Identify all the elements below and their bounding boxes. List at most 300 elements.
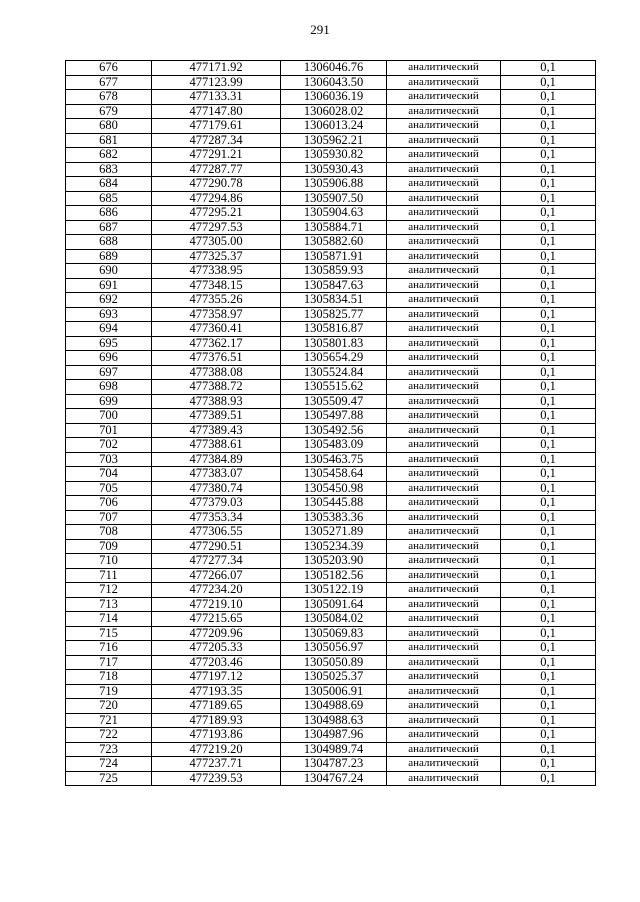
x-coordinate-cell: 477291.21 — [152, 148, 281, 163]
table-row — [66, 336, 596, 351]
method-cell: аналитический — [387, 438, 501, 453]
table-row — [66, 626, 596, 641]
y-coordinate-cell: 1305524.84 — [281, 365, 387, 380]
y-coordinate-cell: 1304987.96 — [281, 728, 387, 743]
method-cell: аналитический — [387, 699, 501, 714]
point-number-cell: 691 — [66, 278, 152, 293]
table-row — [66, 641, 596, 656]
y-coordinate-cell: 1305091.64 — [281, 597, 387, 612]
table-row — [66, 293, 596, 308]
point-number-cell: 689 — [66, 249, 152, 264]
method-cell: аналитический — [387, 452, 501, 467]
y-coordinate-cell: 1305450.98 — [281, 481, 387, 496]
x-coordinate-cell: 477205.33 — [152, 641, 281, 656]
accuracy-cell: 0,1 — [501, 249, 596, 264]
y-coordinate-cell: 1305483.09 — [281, 438, 387, 453]
method-cell: аналитический — [387, 307, 501, 322]
point-number-cell: 702 — [66, 438, 152, 453]
accuracy-cell: 0,1 — [501, 336, 596, 351]
table-row — [66, 438, 596, 453]
y-coordinate-cell: 1305847.63 — [281, 278, 387, 293]
method-cell: аналитический — [387, 554, 501, 569]
method-cell: аналитический — [387, 119, 501, 134]
x-coordinate-cell: 477355.26 — [152, 293, 281, 308]
table-row — [66, 220, 596, 235]
table-row — [66, 423, 596, 438]
x-coordinate-cell: 477305.00 — [152, 235, 281, 250]
y-coordinate-cell: 1305801.83 — [281, 336, 387, 351]
point-number-cell: 715 — [66, 626, 152, 641]
method-cell: аналитический — [387, 264, 501, 279]
table-row — [66, 597, 596, 612]
table-row — [66, 699, 596, 714]
point-number-cell: 676 — [66, 61, 152, 76]
accuracy-cell: 0,1 — [501, 148, 596, 163]
point-number-cell: 680 — [66, 119, 152, 134]
accuracy-cell: 0,1 — [501, 206, 596, 221]
x-coordinate-cell: 477353.34 — [152, 510, 281, 525]
y-coordinate-cell: 1305882.60 — [281, 235, 387, 250]
table-row — [66, 191, 596, 206]
point-number-cell: 681 — [66, 133, 152, 148]
y-coordinate-cell: 1305907.50 — [281, 191, 387, 206]
accuracy-cell: 0,1 — [501, 380, 596, 395]
table-row — [66, 554, 596, 569]
y-coordinate-cell: 1304988.69 — [281, 699, 387, 714]
table-row — [66, 90, 596, 105]
point-number-cell: 700 — [66, 409, 152, 424]
method-cell: аналитический — [387, 293, 501, 308]
method-cell: аналитический — [387, 626, 501, 641]
y-coordinate-cell: 1305884.71 — [281, 220, 387, 235]
x-coordinate-cell: 477209.96 — [152, 626, 281, 641]
x-coordinate-cell: 477237.71 — [152, 757, 281, 772]
table-row — [66, 771, 596, 786]
y-coordinate-cell: 1305463.75 — [281, 452, 387, 467]
point-number-cell: 685 — [66, 191, 152, 206]
point-number-cell: 687 — [66, 220, 152, 235]
table-row — [66, 365, 596, 380]
x-coordinate-cell: 477388.08 — [152, 365, 281, 380]
table-row — [66, 496, 596, 511]
point-number-cell: 688 — [66, 235, 152, 250]
table-row — [66, 568, 596, 583]
method-cell: аналитический — [387, 90, 501, 105]
table-row — [66, 583, 596, 598]
accuracy-cell: 0,1 — [501, 539, 596, 554]
accuracy-cell: 0,1 — [501, 365, 596, 380]
x-coordinate-cell: 477362.17 — [152, 336, 281, 351]
x-coordinate-cell: 477294.86 — [152, 191, 281, 206]
x-coordinate-cell: 477360.41 — [152, 322, 281, 337]
method-cell: аналитический — [387, 481, 501, 496]
table-row — [66, 728, 596, 743]
table-row — [66, 684, 596, 699]
point-number-cell: 706 — [66, 496, 152, 511]
accuracy-cell: 0,1 — [501, 684, 596, 699]
y-coordinate-cell: 1306013.24 — [281, 119, 387, 134]
coordinates-table — [65, 60, 596, 786]
y-coordinate-cell: 1304988.63 — [281, 713, 387, 728]
table-row — [66, 206, 596, 221]
method-cell: аналитический — [387, 742, 501, 757]
table-row — [66, 539, 596, 554]
coordinates-table-body — [66, 61, 596, 786]
table-row — [66, 148, 596, 163]
table-row — [66, 510, 596, 525]
point-number-cell: 716 — [66, 641, 152, 656]
y-coordinate-cell: 1306036.19 — [281, 90, 387, 105]
y-coordinate-cell: 1305497.88 — [281, 409, 387, 424]
point-number-cell: 696 — [66, 351, 152, 366]
point-number-cell: 714 — [66, 612, 152, 627]
table-row — [66, 742, 596, 757]
accuracy-cell: 0,1 — [501, 452, 596, 467]
point-number-cell: 721 — [66, 713, 152, 728]
accuracy-cell: 0,1 — [501, 423, 596, 438]
accuracy-cell: 0,1 — [501, 757, 596, 772]
x-coordinate-cell: 477379.03 — [152, 496, 281, 511]
x-coordinate-cell: 477287.77 — [152, 162, 281, 177]
accuracy-cell: 0,1 — [501, 655, 596, 670]
table-row — [66, 409, 596, 424]
method-cell: аналитический — [387, 612, 501, 627]
point-number-cell: 723 — [66, 742, 152, 757]
method-cell: аналитический — [387, 220, 501, 235]
accuracy-cell: 0,1 — [501, 177, 596, 192]
x-coordinate-cell: 477297.53 — [152, 220, 281, 235]
x-coordinate-cell: 477179.61 — [152, 119, 281, 134]
y-coordinate-cell: 1305654.29 — [281, 351, 387, 366]
table-row — [66, 264, 596, 279]
accuracy-cell: 0,1 — [501, 583, 596, 598]
method-cell: аналитический — [387, 771, 501, 786]
method-cell: аналитический — [387, 641, 501, 656]
point-number-cell: 719 — [66, 684, 152, 699]
y-coordinate-cell: 1305445.88 — [281, 496, 387, 511]
method-cell: аналитический — [387, 75, 501, 90]
accuracy-cell: 0,1 — [501, 235, 596, 250]
method-cell: аналитический — [387, 336, 501, 351]
method-cell: аналитический — [387, 162, 501, 177]
x-coordinate-cell: 477389.51 — [152, 409, 281, 424]
x-coordinate-cell: 477219.20 — [152, 742, 281, 757]
x-coordinate-cell: 477219.10 — [152, 597, 281, 612]
method-cell: аналитический — [387, 249, 501, 264]
x-coordinate-cell: 477287.34 — [152, 133, 281, 148]
method-cell: аналитический — [387, 104, 501, 119]
point-number-cell: 710 — [66, 554, 152, 569]
accuracy-cell: 0,1 — [501, 307, 596, 322]
accuracy-cell: 0,1 — [501, 481, 596, 496]
accuracy-cell: 0,1 — [501, 351, 596, 366]
accuracy-cell: 0,1 — [501, 264, 596, 279]
point-number-cell: 725 — [66, 771, 152, 786]
y-coordinate-cell: 1305458.64 — [281, 467, 387, 482]
table-row — [66, 670, 596, 685]
accuracy-cell: 0,1 — [501, 568, 596, 583]
point-number-cell: 705 — [66, 481, 152, 496]
table-row — [66, 133, 596, 148]
x-coordinate-cell: 477358.97 — [152, 307, 281, 322]
y-coordinate-cell: 1306028.02 — [281, 104, 387, 119]
table-row — [66, 61, 596, 76]
x-coordinate-cell: 477388.72 — [152, 380, 281, 395]
accuracy-cell: 0,1 — [501, 322, 596, 337]
y-coordinate-cell: 1305962.21 — [281, 133, 387, 148]
x-coordinate-cell: 477215.65 — [152, 612, 281, 627]
table-row — [66, 249, 596, 264]
method-cell: аналитический — [387, 728, 501, 743]
x-coordinate-cell: 477376.51 — [152, 351, 281, 366]
y-coordinate-cell: 1305904.63 — [281, 206, 387, 221]
x-coordinate-cell: 477290.78 — [152, 177, 281, 192]
x-coordinate-cell: 477133.31 — [152, 90, 281, 105]
method-cell: аналитический — [387, 61, 501, 76]
point-number-cell: 678 — [66, 90, 152, 105]
accuracy-cell: 0,1 — [501, 409, 596, 424]
y-coordinate-cell: 1305859.93 — [281, 264, 387, 279]
y-coordinate-cell: 1305056.97 — [281, 641, 387, 656]
x-coordinate-cell: 477388.61 — [152, 438, 281, 453]
point-number-cell: 722 — [66, 728, 152, 743]
y-coordinate-cell: 1304989.74 — [281, 742, 387, 757]
method-cell: аналитический — [387, 380, 501, 395]
y-coordinate-cell: 1305383.36 — [281, 510, 387, 525]
point-number-cell: 698 — [66, 380, 152, 395]
accuracy-cell: 0,1 — [501, 90, 596, 105]
point-number-cell: 695 — [66, 336, 152, 351]
table-row — [66, 394, 596, 409]
point-number-cell: 708 — [66, 525, 152, 540]
accuracy-cell: 0,1 — [501, 728, 596, 743]
method-cell: аналитический — [387, 655, 501, 670]
x-coordinate-cell: 477338.95 — [152, 264, 281, 279]
y-coordinate-cell: 1305834.51 — [281, 293, 387, 308]
x-coordinate-cell: 477290.51 — [152, 539, 281, 554]
y-coordinate-cell: 1305234.39 — [281, 539, 387, 554]
method-cell: аналитический — [387, 539, 501, 554]
accuracy-cell: 0,1 — [501, 293, 596, 308]
x-coordinate-cell: 477189.93 — [152, 713, 281, 728]
x-coordinate-cell: 477306.55 — [152, 525, 281, 540]
accuracy-cell: 0,1 — [501, 162, 596, 177]
x-coordinate-cell: 477234.20 — [152, 583, 281, 598]
table-row — [66, 322, 596, 337]
accuracy-cell: 0,1 — [501, 104, 596, 119]
x-coordinate-cell: 477193.86 — [152, 728, 281, 743]
table-row — [66, 177, 596, 192]
point-number-cell: 699 — [66, 394, 152, 409]
point-number-cell: 717 — [66, 655, 152, 670]
point-number-cell: 686 — [66, 206, 152, 221]
accuracy-cell: 0,1 — [501, 699, 596, 714]
x-coordinate-cell: 477171.92 — [152, 61, 281, 76]
x-coordinate-cell: 477277.34 — [152, 554, 281, 569]
table-row — [66, 757, 596, 772]
method-cell: аналитический — [387, 713, 501, 728]
point-number-cell: 720 — [66, 699, 152, 714]
accuracy-cell: 0,1 — [501, 510, 596, 525]
y-coordinate-cell: 1305930.43 — [281, 162, 387, 177]
method-cell: аналитический — [387, 525, 501, 540]
method-cell: аналитический — [387, 206, 501, 221]
accuracy-cell: 0,1 — [501, 220, 596, 235]
point-number-cell: 701 — [66, 423, 152, 438]
method-cell: аналитический — [387, 235, 501, 250]
method-cell: аналитический — [387, 757, 501, 772]
table-row — [66, 380, 596, 395]
x-coordinate-cell: 477348.15 — [152, 278, 281, 293]
x-coordinate-cell: 477123.99 — [152, 75, 281, 90]
accuracy-cell: 0,1 — [501, 119, 596, 134]
accuracy-cell: 0,1 — [501, 670, 596, 685]
method-cell: аналитический — [387, 597, 501, 612]
point-number-cell: 724 — [66, 757, 152, 772]
point-number-cell: 718 — [66, 670, 152, 685]
y-coordinate-cell: 1306043.50 — [281, 75, 387, 90]
accuracy-cell: 0,1 — [501, 467, 596, 482]
y-coordinate-cell: 1304787.23 — [281, 757, 387, 772]
table-row — [66, 104, 596, 119]
y-coordinate-cell: 1305871.91 — [281, 249, 387, 264]
y-coordinate-cell: 1305050.89 — [281, 655, 387, 670]
point-number-cell: 684 — [66, 177, 152, 192]
x-coordinate-cell: 477239.53 — [152, 771, 281, 786]
point-number-cell: 707 — [66, 510, 152, 525]
y-coordinate-cell: 1305515.62 — [281, 380, 387, 395]
point-number-cell: 692 — [66, 293, 152, 308]
method-cell: аналитический — [387, 568, 501, 583]
accuracy-cell: 0,1 — [501, 191, 596, 206]
x-coordinate-cell: 477380.74 — [152, 481, 281, 496]
y-coordinate-cell: 1305006.91 — [281, 684, 387, 699]
point-number-cell: 679 — [66, 104, 152, 119]
method-cell: аналитический — [387, 322, 501, 337]
x-coordinate-cell: 477147.80 — [152, 104, 281, 119]
point-number-cell: 697 — [66, 365, 152, 380]
x-coordinate-cell: 477295.21 — [152, 206, 281, 221]
method-cell: аналитический — [387, 423, 501, 438]
method-cell: аналитический — [387, 583, 501, 598]
table-row — [66, 235, 596, 250]
x-coordinate-cell: 477384.89 — [152, 452, 281, 467]
point-number-cell: 682 — [66, 148, 152, 163]
point-number-cell: 712 — [66, 583, 152, 598]
point-number-cell: 690 — [66, 264, 152, 279]
accuracy-cell: 0,1 — [501, 597, 596, 612]
y-coordinate-cell: 1305509.47 — [281, 394, 387, 409]
accuracy-cell: 0,1 — [501, 496, 596, 511]
x-coordinate-cell: 477383.07 — [152, 467, 281, 482]
y-coordinate-cell: 1305271.89 — [281, 525, 387, 540]
accuracy-cell: 0,1 — [501, 641, 596, 656]
y-coordinate-cell: 1305182.56 — [281, 568, 387, 583]
table-row — [66, 655, 596, 670]
method-cell: аналитический — [387, 351, 501, 366]
x-coordinate-cell: 477203.46 — [152, 655, 281, 670]
accuracy-cell: 0,1 — [501, 742, 596, 757]
y-coordinate-cell: 1305084.02 — [281, 612, 387, 627]
x-coordinate-cell: 477189.65 — [152, 699, 281, 714]
x-coordinate-cell: 477325.37 — [152, 249, 281, 264]
y-coordinate-cell: 1305825.77 — [281, 307, 387, 322]
point-number-cell: 711 — [66, 568, 152, 583]
point-number-cell: 704 — [66, 467, 152, 482]
y-coordinate-cell: 1305492.56 — [281, 423, 387, 438]
method-cell: аналитический — [387, 133, 501, 148]
table-row — [66, 452, 596, 467]
method-cell: аналитический — [387, 496, 501, 511]
method-cell: аналитический — [387, 510, 501, 525]
point-number-cell: 694 — [66, 322, 152, 337]
table-row — [66, 351, 596, 366]
method-cell: аналитический — [387, 409, 501, 424]
method-cell: аналитический — [387, 467, 501, 482]
method-cell: аналитический — [387, 278, 501, 293]
accuracy-cell: 0,1 — [501, 438, 596, 453]
point-number-cell: 713 — [66, 597, 152, 612]
table-row — [66, 713, 596, 728]
x-coordinate-cell: 477193.35 — [152, 684, 281, 699]
accuracy-cell: 0,1 — [501, 61, 596, 76]
accuracy-cell: 0,1 — [501, 394, 596, 409]
method-cell: аналитический — [387, 191, 501, 206]
accuracy-cell: 0,1 — [501, 278, 596, 293]
table-row — [66, 75, 596, 90]
page-number: 291 — [310, 22, 330, 37]
x-coordinate-cell: 477197.12 — [152, 670, 281, 685]
point-number-cell: 677 — [66, 75, 152, 90]
y-coordinate-cell: 1305203.90 — [281, 554, 387, 569]
point-number-cell: 683 — [66, 162, 152, 177]
y-coordinate-cell: 1306046.76 — [281, 61, 387, 76]
table-row — [66, 278, 596, 293]
point-number-cell: 693 — [66, 307, 152, 322]
accuracy-cell: 0,1 — [501, 612, 596, 627]
accuracy-cell: 0,1 — [501, 525, 596, 540]
x-coordinate-cell: 477388.93 — [152, 394, 281, 409]
accuracy-cell: 0,1 — [501, 554, 596, 569]
method-cell: аналитический — [387, 394, 501, 409]
accuracy-cell: 0,1 — [501, 133, 596, 148]
table-row — [66, 307, 596, 322]
method-cell: аналитический — [387, 177, 501, 192]
y-coordinate-cell: 1305025.37 — [281, 670, 387, 685]
y-coordinate-cell: 1305816.87 — [281, 322, 387, 337]
method-cell: аналитический — [387, 365, 501, 380]
y-coordinate-cell: 1305122.19 — [281, 583, 387, 598]
y-coordinate-cell: 1305069.83 — [281, 626, 387, 641]
accuracy-cell: 0,1 — [501, 771, 596, 786]
x-coordinate-cell: 477266.07 — [152, 568, 281, 583]
table-row — [66, 467, 596, 482]
y-coordinate-cell: 1304767.24 — [281, 771, 387, 786]
accuracy-cell: 0,1 — [501, 713, 596, 728]
point-number-cell: 709 — [66, 539, 152, 554]
point-number-cell: 703 — [66, 452, 152, 467]
accuracy-cell: 0,1 — [501, 626, 596, 641]
table-row — [66, 525, 596, 540]
accuracy-cell: 0,1 — [501, 75, 596, 90]
x-coordinate-cell: 477389.43 — [152, 423, 281, 438]
y-coordinate-cell: 1305906.88 — [281, 177, 387, 192]
table-row — [66, 162, 596, 177]
table-row — [66, 481, 596, 496]
table-row — [66, 119, 596, 134]
method-cell: аналитический — [387, 670, 501, 685]
method-cell: аналитический — [387, 148, 501, 163]
